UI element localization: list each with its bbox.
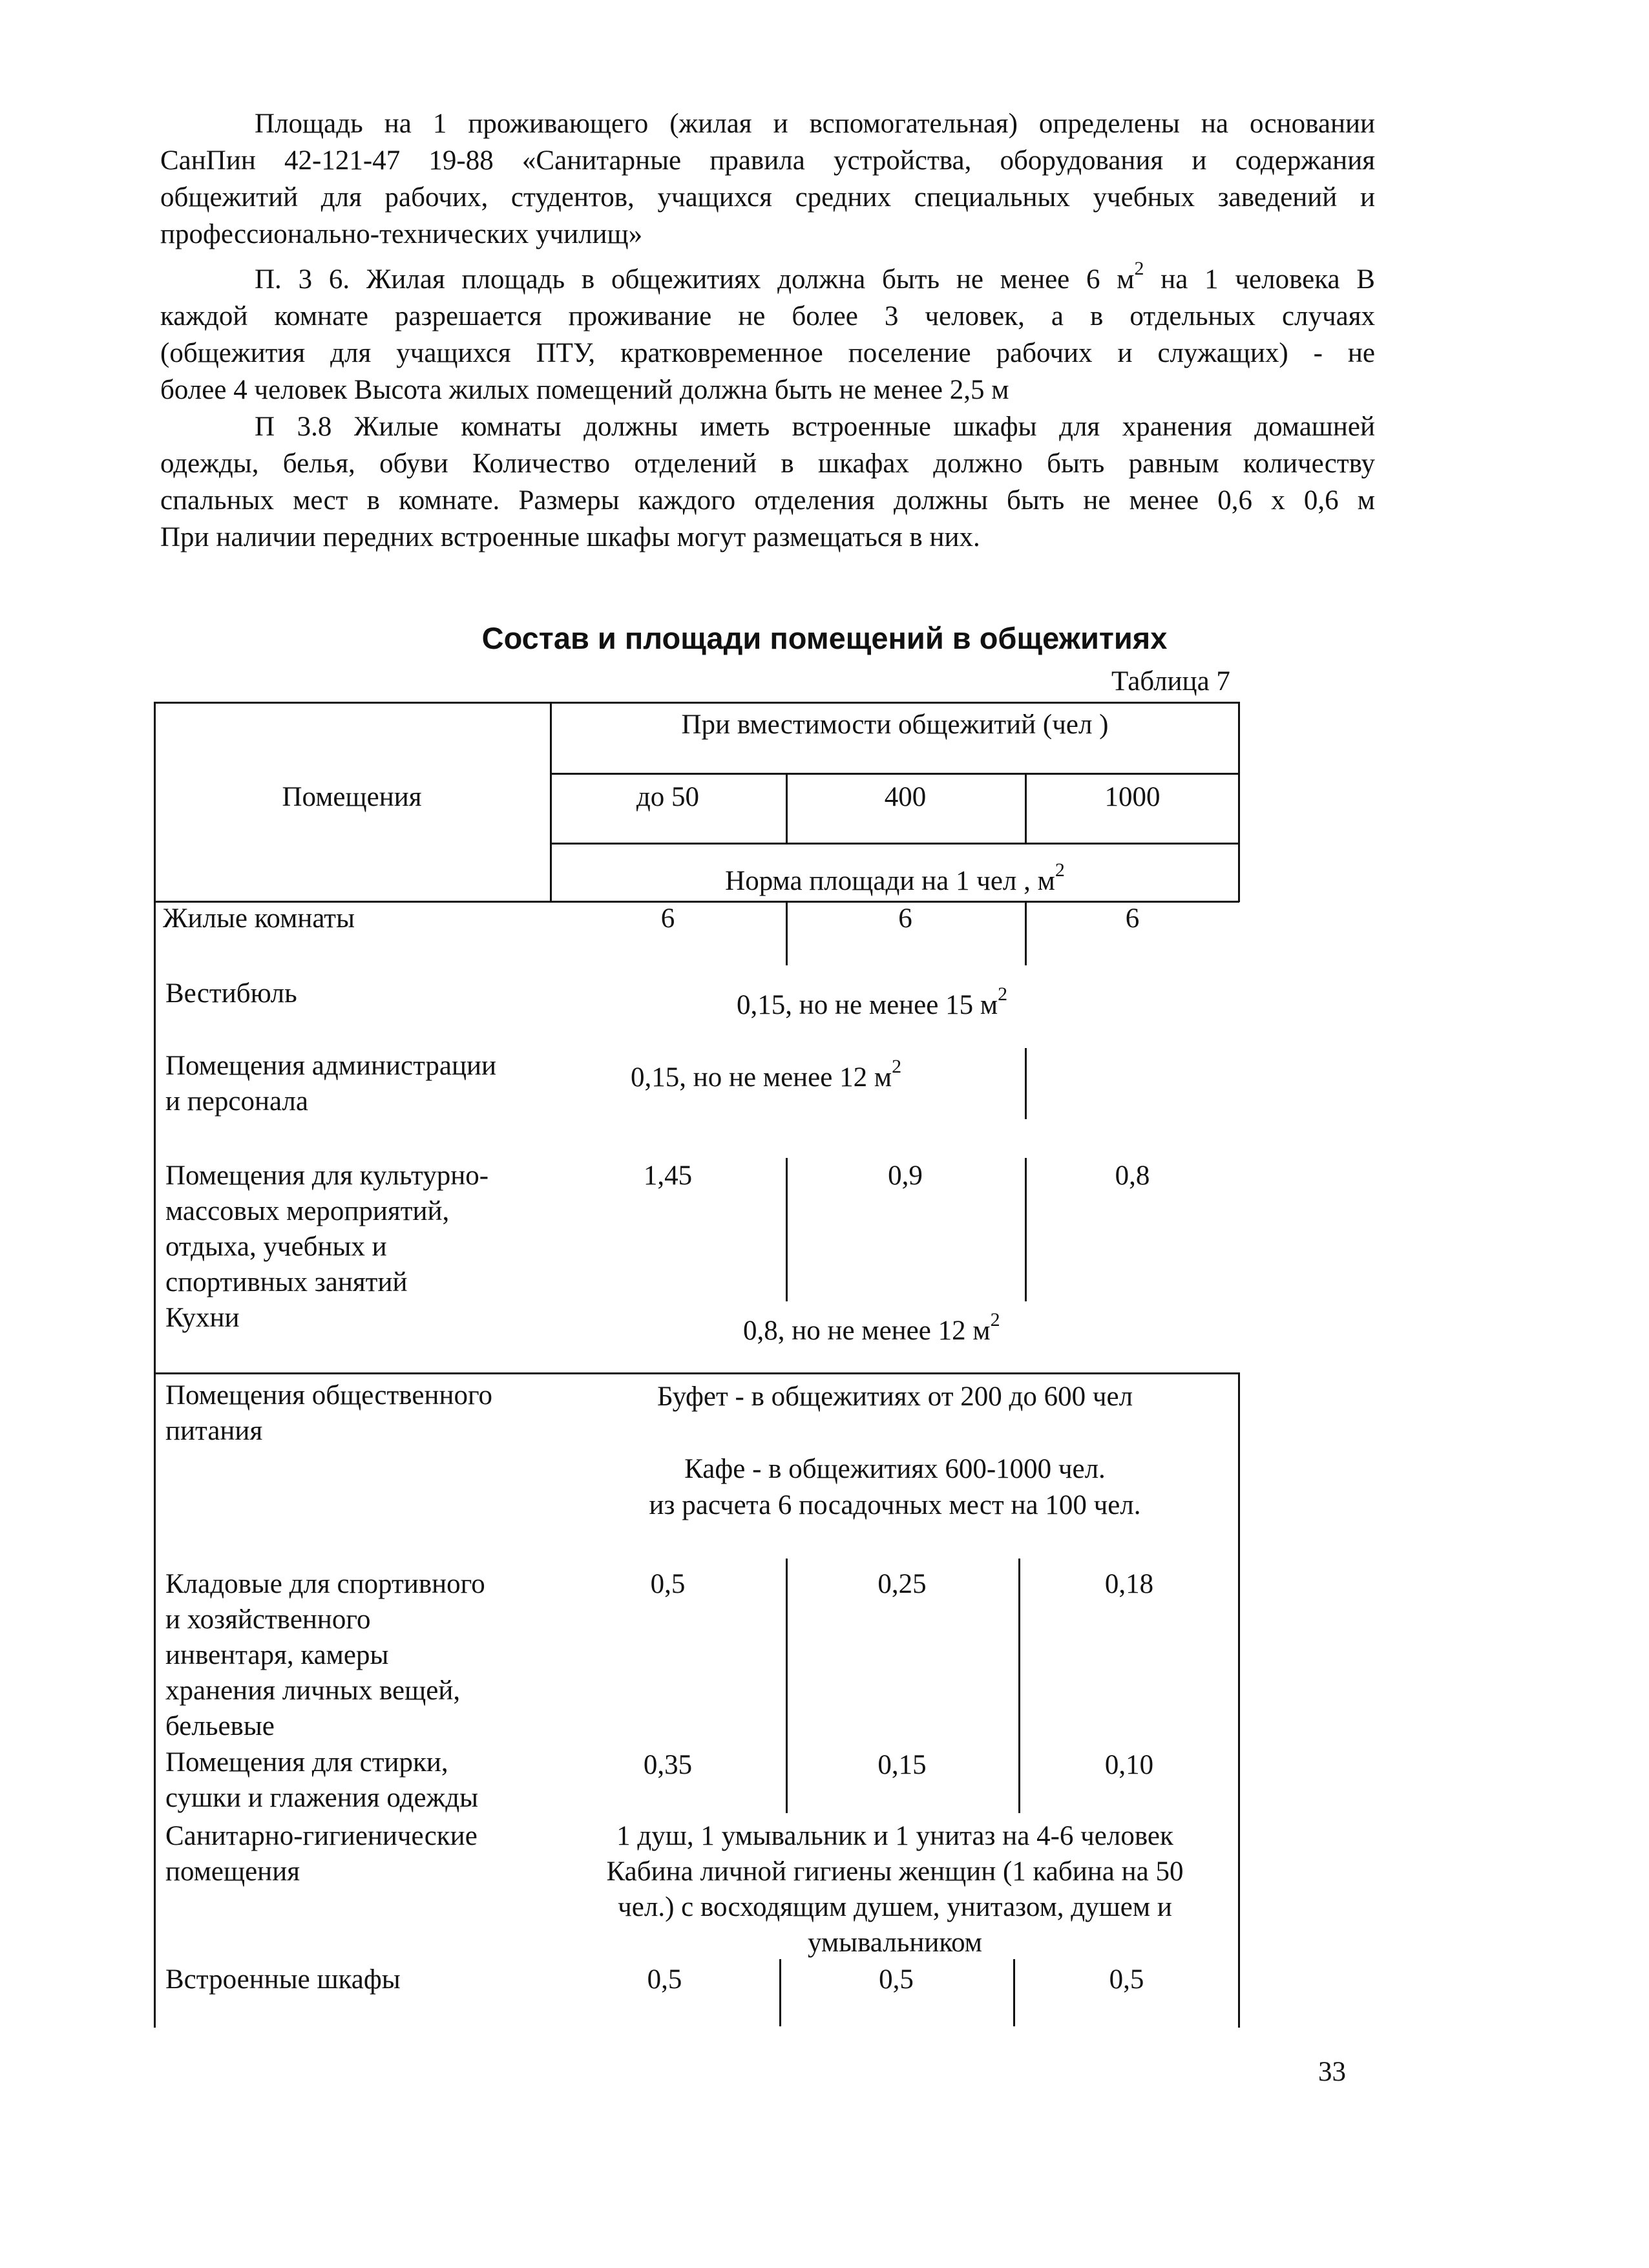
cell-value: 1,45 bbox=[643, 1160, 693, 1191]
rule bbox=[550, 843, 1240, 845]
text-fragment: на 1 человека В bbox=[1144, 264, 1375, 295]
text-line: сушки и глажения одежды bbox=[165, 1783, 479, 1813]
text-line: и персонала bbox=[165, 1086, 308, 1117]
text-line: Помещения общественного bbox=[165, 1380, 493, 1411]
row-name-culture bbox=[165, 1158, 488, 1300]
cell-value: 6 bbox=[660, 903, 675, 934]
text-line: 1 душ, 1 умывальник и 1 унитаз на 4-6 человек bbox=[616, 1821, 1173, 1851]
row-name-living: Жилые комнаты bbox=[163, 903, 355, 934]
intro-paragraph-3 bbox=[160, 408, 1375, 556]
text-line: (общежития для учащихся ПТУ, кратковременное поселение рабочих и служащих) - не bbox=[160, 338, 1375, 368]
text-line: одежды, белья, обуви Количество отделений в шкафах должно быть равным количеству bbox=[160, 448, 1375, 479]
row-name-wardrobes: Встроенные шкафы bbox=[165, 1964, 401, 1995]
header-capacity: При вместимости общежитий (чел ) bbox=[681, 709, 1109, 740]
text-line: П 3.8 Жилые комнаты должны иметь встроенные шкафы для хранения домашней bbox=[255, 412, 1375, 442]
text-line: Помещения администрации bbox=[165, 1051, 497, 1081]
text-line: Помещения для стирки, bbox=[165, 1747, 448, 1778]
cell-value: 0,35 bbox=[643, 1750, 693, 1780]
row-name-kitchen: Кухни bbox=[165, 1303, 240, 1333]
cell-value bbox=[550, 1818, 1240, 1960]
superscript: 2 bbox=[990, 1308, 1000, 1330]
table-label: Таблица 7 bbox=[1111, 666, 1230, 697]
row-name-catering bbox=[165, 1378, 492, 1449]
cell-value: из расчета 6 посадочных мест на 100 чел. bbox=[649, 1490, 1141, 1520]
superscript: 2 bbox=[892, 1055, 902, 1077]
norm-label: Норма площади на 1 чел , м bbox=[725, 866, 1055, 896]
cell-value bbox=[737, 983, 1008, 1023]
cell-value: 0,5 bbox=[879, 1964, 914, 1995]
row-name-vestibule: Вестибюль bbox=[165, 978, 297, 1009]
text-line: Кладовые для спортивного bbox=[165, 1569, 485, 1599]
text-line: Санитарно-гигиенические bbox=[165, 1821, 478, 1851]
text-line: и хозяйственного bbox=[165, 1604, 371, 1635]
text-line: чел.) с восходящим душем, унитазом, душем и bbox=[618, 1892, 1172, 1922]
text-line: Помещения для культурно- bbox=[165, 1160, 489, 1191]
value-text: 0,15, но не менее 12 м bbox=[631, 1062, 892, 1093]
cell-value bbox=[743, 1308, 1000, 1349]
row-name-laundry bbox=[165, 1745, 478, 1816]
text-line: массовых мероприятий, bbox=[165, 1196, 450, 1226]
row-name-storage bbox=[165, 1566, 485, 1744]
cell-value: 0,5 bbox=[647, 1964, 682, 1995]
row-name-admin bbox=[165, 1048, 496, 1119]
text-fragment: П. 3 6. Жилая площадь в общежитиях должна быть не менее 6 м bbox=[255, 264, 1135, 295]
row-name-sanitary bbox=[165, 1818, 478, 1889]
cell-value: Буфет - в общежитиях от 200 до 600 чел bbox=[656, 1381, 1133, 1412]
text-line: спортивных занятий bbox=[165, 1267, 408, 1297]
cell-value: 0,10 bbox=[1104, 1750, 1154, 1780]
header-col-3: 1000 bbox=[1104, 782, 1161, 812]
text-line: Кабина личной гигиены женщин (1 кабина на 50 bbox=[606, 1856, 1184, 1887]
text-line: умывальником bbox=[808, 1927, 982, 1958]
value-text: 0,8, но не менее 12 м bbox=[743, 1316, 991, 1346]
text-line: отдыха, учебных и bbox=[165, 1232, 387, 1262]
cell-value: 0,9 bbox=[888, 1160, 923, 1191]
cell-value: 0,5 bbox=[1109, 1964, 1144, 1995]
superscript: 2 bbox=[998, 983, 1008, 1005]
header-col-1: до 50 bbox=[636, 782, 700, 812]
cell-value: Кафе - в общежитиях 600-1000 чел. bbox=[684, 1454, 1106, 1484]
text-line: хранения личных вещей, bbox=[165, 1675, 461, 1706]
cell-value bbox=[631, 1055, 902, 1095]
text-line: спальных мест в комнате. Размеры каждого отделения должны быть не менее 0,6 х 0,6 м bbox=[160, 485, 1375, 516]
text-line: общежитий для рабочих, студентов, учащихся средних специальных учебных заведений и bbox=[160, 182, 1375, 213]
text-line: питания bbox=[165, 1416, 263, 1446]
header-col-2: 400 bbox=[884, 782, 927, 812]
page-number: 33 bbox=[1318, 2057, 1346, 2087]
text-line: Площадь на 1 проживающего (жилая и вспомогательная) определены на основании bbox=[255, 109, 1375, 139]
text-line bbox=[160, 257, 1375, 298]
text-line: бельевые bbox=[165, 1711, 275, 1741]
intro-paragraph-1 bbox=[160, 105, 1375, 253]
value-text: 0,15, но не менее 15 м bbox=[737, 990, 998, 1020]
header-norm bbox=[550, 859, 1240, 899]
cell-value: 0,25 bbox=[877, 1569, 927, 1599]
superscript: 2 bbox=[1134, 257, 1144, 279]
text-line: каждой комнате разрешается проживание не более 3 человек, а в отдельных случаях bbox=[160, 301, 1375, 331]
cell-value: 0,8 bbox=[1115, 1160, 1150, 1191]
rule bbox=[550, 773, 1240, 775]
cell-value: 0,18 bbox=[1104, 1569, 1154, 1599]
rule bbox=[154, 1372, 1239, 1374]
table-title: Состав и площади помещений в общежитиях bbox=[481, 621, 1168, 655]
text-line: более 4 человек Высота жилых помещений должна быть не менее 2,5 м bbox=[160, 375, 1009, 405]
intro-paragraph-2 bbox=[160, 257, 1375, 408]
text-line: профессионально-технических училищ» bbox=[160, 219, 643, 249]
cell-value: 6 bbox=[898, 903, 912, 934]
superscript: 2 bbox=[1055, 859, 1065, 881]
text-line: помещения bbox=[165, 1856, 300, 1887]
cell-value: 6 bbox=[1125, 903, 1140, 934]
rule bbox=[1025, 1048, 1027, 1119]
header-rooms: Помещения bbox=[282, 782, 422, 812]
rule bbox=[154, 702, 1239, 704]
text-line: инвентаря, камеры bbox=[165, 1640, 389, 1670]
text-line: При наличии передних встроенные шкафы могут размещаться в них. bbox=[160, 522, 980, 552]
cell-value: 0,15 bbox=[877, 1750, 927, 1780]
text-line: СанПин 42-121-47 19-88 «Санитарные правила устройства, оборудования и содержания bbox=[160, 145, 1375, 176]
cell-value: 0,5 bbox=[650, 1569, 686, 1599]
